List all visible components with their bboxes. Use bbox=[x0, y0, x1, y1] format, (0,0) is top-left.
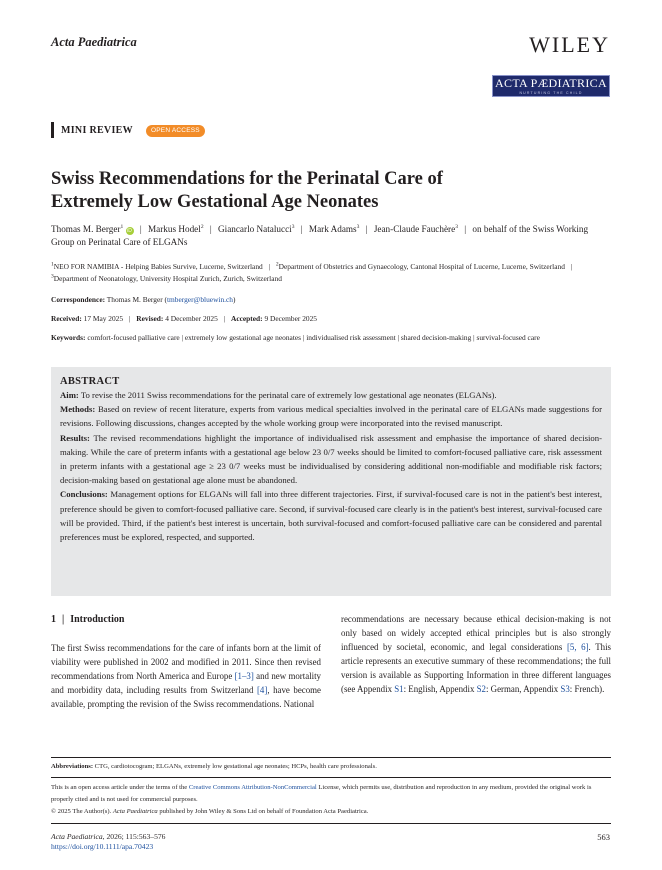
banner-title: ACTA PÆDIATRICA bbox=[495, 76, 607, 90]
publisher-logo: WILEY bbox=[529, 32, 610, 57]
author-affiliation-sup: 3 bbox=[356, 223, 360, 230]
author-name[interactable]: Jean-Claude Fauchère bbox=[373, 224, 456, 234]
body-column-left bbox=[51, 613, 321, 711]
title-line-1: Swiss Recommendations for the Perinatal Care of bbox=[51, 169, 443, 189]
correspondence-name: Thomas M. Berger bbox=[106, 295, 163, 304]
correspondence-label: Correspondence: bbox=[51, 295, 106, 304]
citation-volume: , 2026; 115:563–576 bbox=[102, 832, 166, 841]
author-affiliation-sup: 3 bbox=[291, 223, 295, 230]
reference-link[interactable]: [1–3] bbox=[234, 671, 254, 682]
author-name[interactable]: Mark Adams bbox=[308, 224, 357, 234]
author-name[interactable]: Thomas M. Berger bbox=[51, 224, 121, 234]
correspondence: Correspondence: Thomas M. Berger (tmberger@bluewin.ch) bbox=[51, 295, 236, 304]
appendix-link[interactable]: S3 bbox=[560, 684, 570, 695]
section-number: 1 bbox=[51, 614, 56, 625]
affiliations: $^1$NEO FOR NAMIBIA - Helping Babies Survive, Lucerne, Switzerland | $^2$Department of Obstetrics and Gynaecology, Cantonal Hospital of Lucerne, Lucerne, Switzerland | $^3$Department of Neonatology, University Hospital Zurich, Zurich, Switzerland bbox=[51, 261, 573, 283]
abstract-methods: Methods: Based on review of recent literature, experts from various medical specialties involved in the perinatal care of ELGANs made suggestions for revisions. Following discussions, changes accepted by the whole working group were incorporated into the revised manuscript. bbox=[60, 404, 602, 429]
license-notice: This is an open access article under the terms of the Creative Commons Attribution-NonCommercial License, which permits use, distribution and reproduction in any medium, provided the original work is properly cited and is not used for commercial purposes. bbox=[51, 784, 592, 803]
affiliation-2: Department of Obstetrics and Gynaecology, Cantonal Hospital of Lucerne, Lucerne, Switzerland bbox=[278, 262, 565, 271]
abstract-heading: ABSTRACT bbox=[60, 376, 120, 387]
keywords bbox=[51, 332, 571, 344]
title-line-2: Extremely Low Gestational Age Neonates bbox=[51, 192, 379, 212]
journal-banner bbox=[492, 75, 610, 97]
affiliation-1: NEO FOR NAMIBIA - Helping Babies Survive, Lucerne, Switzerland bbox=[53, 262, 263, 271]
author-separator: | bbox=[365, 224, 368, 234]
author-separator: | bbox=[139, 224, 142, 234]
keywords-list: comfort-focused palliative care | extremely low gestational age neonates | individualised risk assessment | shared decision-making | survival-focused care bbox=[87, 333, 540, 342]
orcid-icon[interactable]: iD bbox=[127, 228, 132, 234]
article-type: MINI REVIEW bbox=[61, 125, 133, 136]
journal-name: Acta Paediatrica bbox=[51, 35, 137, 49]
accepted-label: Accepted: bbox=[230, 314, 263, 323]
footer-rule bbox=[51, 757, 611, 758]
copyright: © 2025 The Author(s). Acta Paediatrica published by John Wiley & Sons Ltd on behalf of Foundation Acta Paediatrica. bbox=[51, 808, 369, 815]
reference-link[interactable]: [5, 6] bbox=[566, 642, 589, 653]
footer-rule bbox=[51, 823, 611, 824]
author-name[interactable]: Giancarlo Natalucci bbox=[218, 224, 292, 234]
abstract-box bbox=[51, 367, 611, 596]
author-affiliation-sup: 2 bbox=[200, 223, 204, 230]
body-column-right bbox=[341, 612, 611, 697]
citation bbox=[51, 832, 165, 852]
keywords-label: Keywords: bbox=[51, 333, 86, 342]
license-link[interactable]: Creative Commons Attribution-NonCommercial bbox=[188, 784, 317, 791]
author-separator: | bbox=[209, 224, 212, 234]
accepted-date: 9 December 2025 bbox=[264, 314, 317, 323]
section-title: Introduction bbox=[70, 614, 125, 625]
footer-rule bbox=[51, 777, 611, 778]
abstract-results: Results: The revised recommendations highlight the importance of individualised risk assessment and emphasise the importance of shared decision-making. While the care of preterm infants with a gestational age below 23 0/7 weeks should be limited to comfort-focused palliative care, risk assessment in preterm infants with a gestational age ≥ 23 0/7 weeks must be individualised by considering additional non-modifiable and modifiable risk factors; decision-making based on gestational age alone must be abandoned. bbox=[60, 432, 602, 486]
appendix-link[interactable]: S2 bbox=[476, 684, 486, 695]
revised-date: 4 December 2025 bbox=[165, 314, 218, 323]
intro-paragraph-2: recommendations are necessary because ethical decision-making is not only based on widely accepted ethical principles but is also strongly influenced by societal, economic, and legal considerations [5, 6]. This article represents an executive summary of these recommendations; the full version is available as Supporting Information in three different languages (see Appendix S1: English, Appendix S2: German, Appendix S3: French). bbox=[341, 614, 611, 695]
abbreviations-label: Abbreviations: bbox=[51, 763, 94, 770]
article-dates: Received: 17 May 2025 | Revised: 4 December 2025 | Accepted: 9 December 2025 bbox=[51, 314, 317, 323]
doi-link[interactable]: https://doi.org/10.1111/apa.70423 bbox=[51, 842, 154, 851]
author-affiliation-sup: 3 bbox=[455, 223, 458, 230]
author-affiliation-sup: 1 bbox=[120, 223, 124, 230]
author-name[interactable]: Markus Hodel bbox=[147, 224, 201, 234]
appendix-link[interactable]: S1 bbox=[394, 684, 404, 695]
section-separator: | bbox=[62, 614, 65, 625]
intro-paragraph-1: The first Swiss recommendations for the care of infants born at the limit of viability were published in 2002 and modified in 2011. Since then revised recommendations from North America and Europe [1–3] and new mortality and morbidity data, including results from Switzerland [4], have become available, prompting the revision of the Swiss recommendations. National bbox=[51, 643, 321, 710]
section-bar bbox=[51, 122, 54, 138]
revised-label: Revised: bbox=[136, 314, 164, 323]
received-label: Received: bbox=[51, 314, 82, 323]
banner-subtitle: NURTURING THE CHILD bbox=[519, 91, 583, 95]
open-access-badge: OPEN ACCESS bbox=[146, 125, 205, 137]
abstract-aim: Aim: To revise the 2011 Swiss recommendations for the perinatal care of extremely low gestational age neonates (ELGANs). bbox=[60, 390, 497, 400]
abbreviations bbox=[51, 761, 611, 773]
authors-tail: on behalf of the Swiss Working Group on Perinatal Care of ELGANs bbox=[51, 224, 589, 247]
author-separator: | bbox=[464, 224, 467, 234]
section-heading-introduction bbox=[51, 613, 321, 627]
received-date: 17 May 2025 bbox=[83, 314, 124, 323]
correspondence-email-link[interactable]: tmberger@bluewin.ch bbox=[167, 295, 233, 304]
page-number: 563 bbox=[597, 832, 610, 842]
citation-journal: Acta Paediatrica bbox=[51, 832, 103, 841]
abstract-conclusions: Conclusions: Management options for ELGANs will fall into three different trajectories. First, if survival-focused care is not in the patient's best interest, preference should be given to comfort-focused palliative care. Second, if survival-focused care clearly is in the patient's best interest, survival-focused care will be provided. Third, if the patient's best interest is uncertain, both survival-focused and comfort-focused palliative care can be considered and parental preferences must be explored, respected, and supported. bbox=[60, 489, 602, 543]
reference-link[interactable]: [4] bbox=[256, 685, 268, 696]
author-separator: | bbox=[300, 224, 303, 234]
article-title bbox=[51, 168, 611, 214]
author-list bbox=[51, 223, 611, 249]
affiliation-3: Department of Neonatology, University Hospital Zurich, Zurich, Switzerland bbox=[53, 274, 282, 283]
abbreviations-text: CTG, cardiotocogram; ELGANs, extremely low gestational age neonates; HCPs, health care professionals. bbox=[94, 763, 377, 770]
